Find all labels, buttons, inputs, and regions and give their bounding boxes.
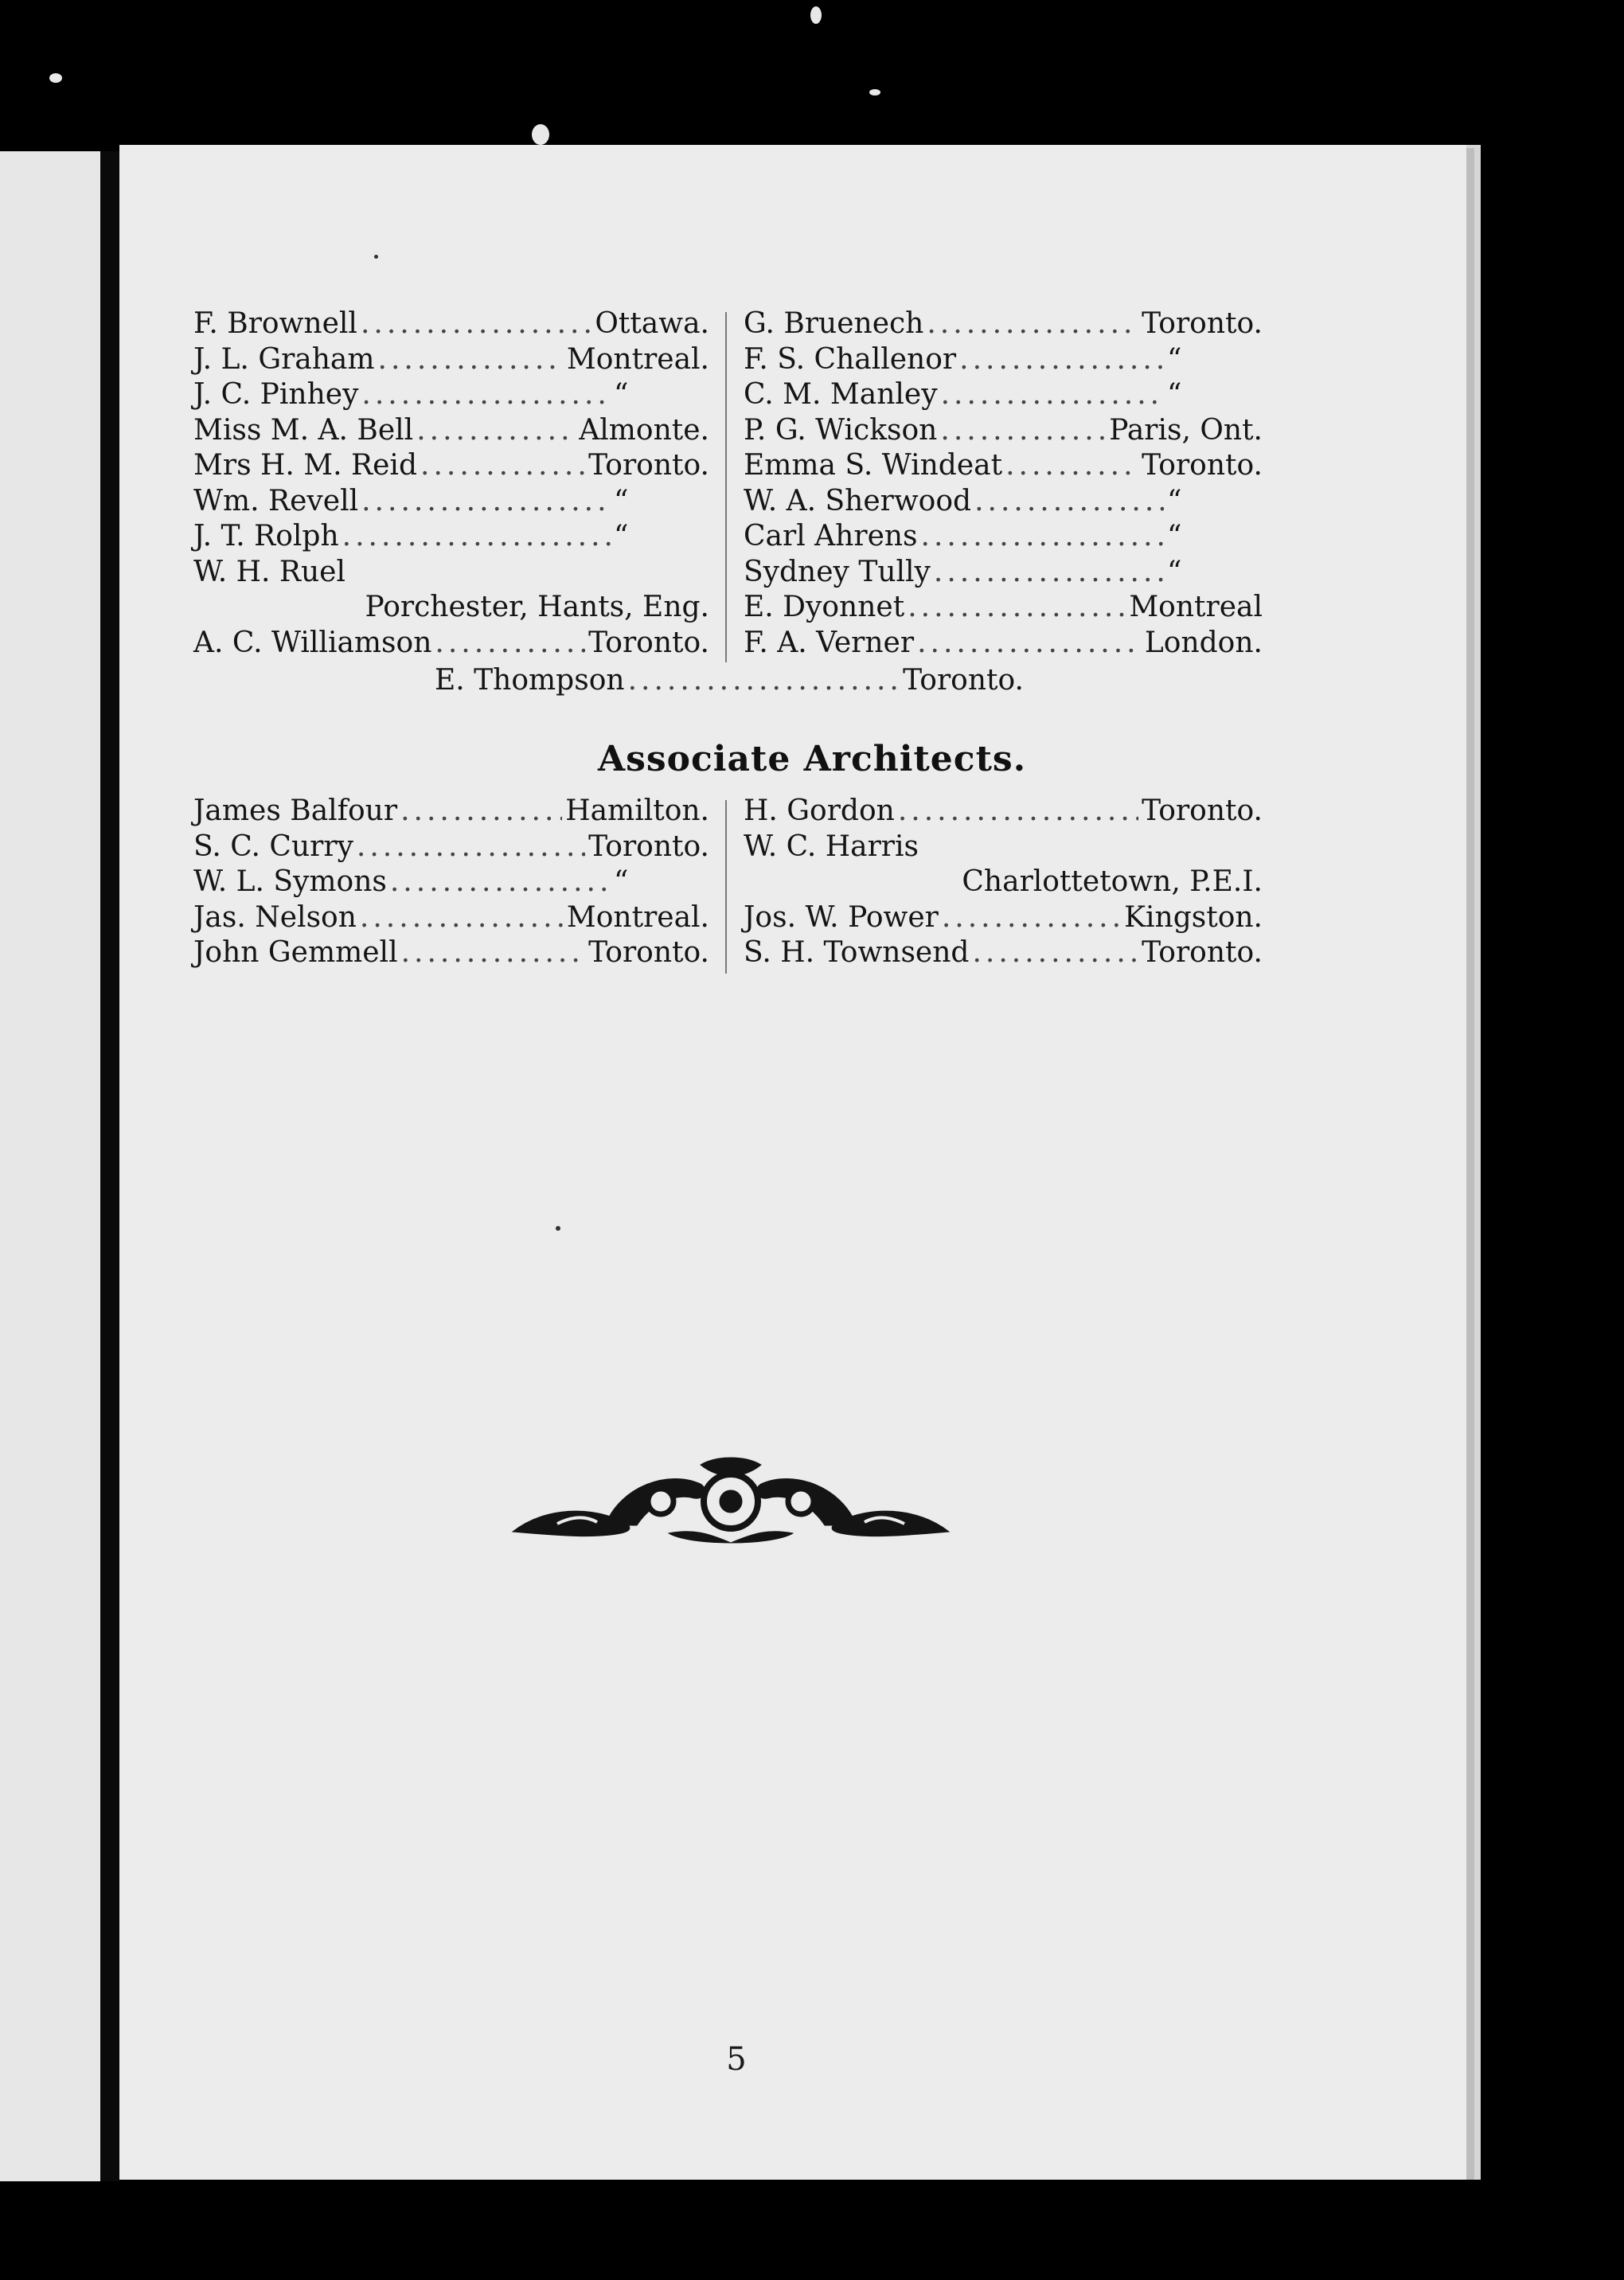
list-item: F. A. Verner ..... London. <box>744 626 1263 662</box>
list-item: G. Bruenech ..... Toronto. <box>744 306 1263 342</box>
members-left-column <box>193 306 709 661</box>
decorative-ornament-icon <box>509 1454 952 1548</box>
page-edge-shadow <box>1466 148 1474 2180</box>
list-item-centered: E. Thompson ..... Toronto. <box>435 663 1024 698</box>
list-item: J. T. Rolph ..... “ <box>193 519 709 555</box>
scan-speck <box>374 255 378 259</box>
list-item: Mrs H. M. Reid ..... Toronto. <box>193 448 709 484</box>
members-right-column <box>744 306 1263 661</box>
list-item: A. C. Williamson ..... Toronto. <box>193 626 709 662</box>
list-item: H. Gordon ..... Toronto. <box>744 794 1263 830</box>
book-gutter <box>100 151 119 2181</box>
list-item: Jos. W. Power ..... Kingston. <box>744 900 1263 936</box>
scan-speck <box>810 6 822 24</box>
scan-speck <box>532 124 549 145</box>
list-item: Sydney Tully ..... “ <box>744 555 1263 591</box>
list-item: C. M. Manley ..... “ <box>744 377 1263 413</box>
scan-speck <box>49 73 62 83</box>
list-item: James Balfour ..... Hamilton. <box>193 794 709 830</box>
list-item: W. L. Symons ..... “ <box>193 865 709 900</box>
list-item: W. H. Ruel <box>193 555 345 588</box>
list-item: J. C. Pinhey ..... “ <box>193 377 709 413</box>
column-divider <box>725 312 727 662</box>
list-item: F. S. Challenor ..... “ <box>744 342 1263 378</box>
list-item: S. C. Curry ..... Toronto. <box>193 830 709 865</box>
section-heading: Associate Architects. <box>597 739 1027 779</box>
list-item: J. L. Graham ..... Montreal. <box>193 342 709 378</box>
list-item: W. C. Harris <box>744 830 919 863</box>
associates-left-column <box>193 794 709 971</box>
associates-right-column <box>744 794 1263 971</box>
list-item: E. Dyonnet ..... Montreal <box>744 590 1263 626</box>
facing-page-edge <box>0 151 100 2181</box>
list-item: Miss M. A. Bell ..... Almonte. <box>193 413 709 449</box>
list-item: Porchester, Hants, Eng. <box>365 591 709 623</box>
list-item: John Gemmell ..... Toronto. <box>193 935 709 971</box>
scan-speck <box>869 89 880 96</box>
list-item: W. A. Sherwood ..... “ <box>744 484 1263 520</box>
list-item: Emma S. Windeat ..... Toronto. <box>744 448 1263 484</box>
list-item: P. G. Wickson ..... Paris, Ont. <box>744 413 1263 449</box>
list-item: Jas. Nelson ..... Montreal. <box>193 900 709 936</box>
list-item: Charlottetown, P.E.I. <box>962 865 1263 898</box>
list-item: S. H. Townsend ..... Toronto. <box>744 935 1263 971</box>
list-item: Carl Ahrens ..... “ <box>744 519 1263 555</box>
page-number: 5 <box>726 2041 747 2078</box>
column-divider <box>725 800 727 974</box>
list-item: Wm. Revell ..... “ <box>193 484 709 520</box>
list-item: F. Brownell ..... Ottawa. <box>193 306 709 342</box>
scan-speck <box>556 1226 560 1231</box>
